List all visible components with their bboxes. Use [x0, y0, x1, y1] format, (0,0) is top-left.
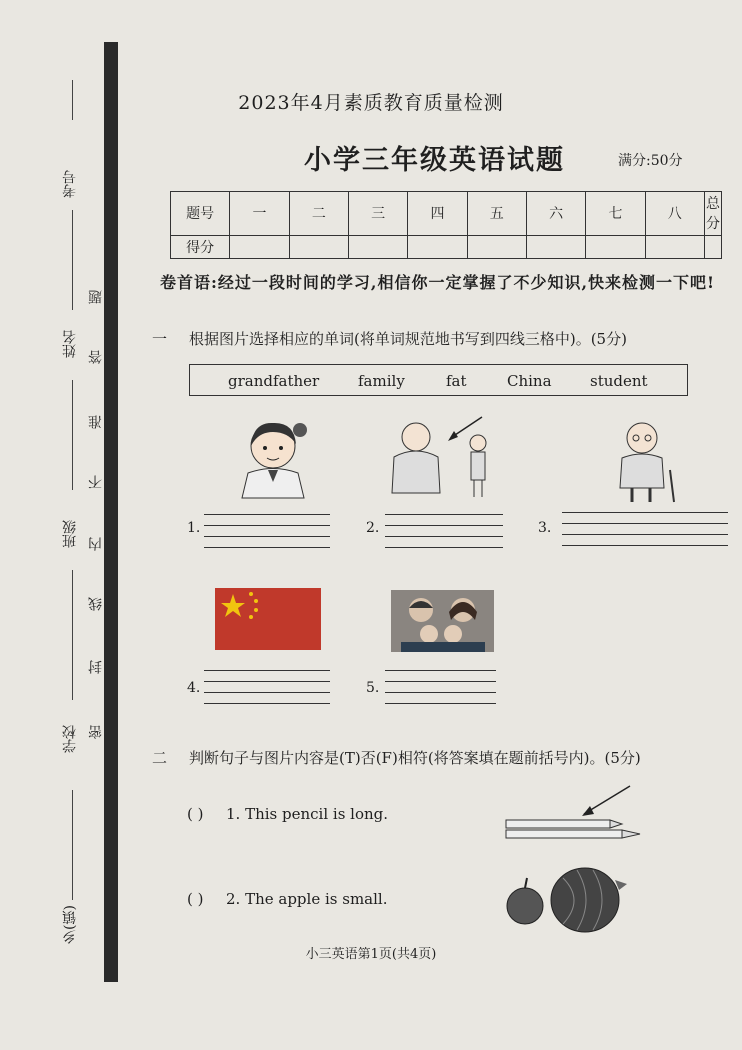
seal-char: 准	[88, 415, 104, 429]
table-cell: 三	[348, 192, 407, 236]
binding-line	[72, 790, 73, 900]
score-cell[interactable]	[645, 235, 704, 258]
binding-line	[72, 380, 73, 490]
score-cell[interactable]	[586, 235, 645, 258]
table-cell: 得分	[171, 235, 230, 258]
grandfather-image	[610, 418, 682, 504]
score-table	[170, 191, 722, 259]
page-footer: 小三英语第1页(共4页)	[305, 947, 437, 962]
label-school: 学校	[62, 725, 78, 753]
apple-and-watermelon-image	[503, 862, 633, 934]
table-row	[171, 235, 722, 258]
item-number: 2.	[366, 520, 380, 536]
score-cell[interactable]	[289, 235, 348, 258]
girl-student-image	[228, 418, 328, 502]
question-text: 2. The apple is small.	[226, 890, 388, 908]
four-line-grid[interactable]	[562, 512, 728, 556]
seal-char: 线	[88, 597, 104, 611]
word-bank-item: fat	[446, 372, 467, 390]
table-cell: 一	[230, 192, 289, 236]
score-cell[interactable]	[348, 235, 407, 258]
seal-char: 密	[88, 725, 104, 739]
word-bank-item: family	[358, 372, 405, 390]
exam-subtitle: 小学三年级英语试题	[304, 145, 565, 176]
four-line-grid[interactable]	[385, 514, 503, 558]
table-cell: 题号	[171, 192, 230, 236]
label-class: 班级	[62, 520, 78, 548]
pencils-image	[504, 784, 644, 844]
score-cell[interactable]	[230, 235, 289, 258]
binding-line	[72, 570, 73, 700]
seal-char: 题	[88, 290, 104, 304]
item-number: 4.	[187, 680, 201, 696]
item-number: 1.	[187, 520, 201, 536]
score-cell[interactable]	[704, 235, 721, 258]
four-line-grid[interactable]	[204, 670, 330, 714]
score-cell[interactable]	[408, 235, 467, 258]
section2-instruction: 判断句子与图片内容是(T)否(F)相符(将答案填在题前括号内)。(5分)	[189, 749, 641, 767]
section1-number: 一	[152, 330, 168, 348]
table-cell: 五	[467, 192, 526, 236]
item-number: 5.	[366, 680, 380, 696]
binding-line	[72, 210, 73, 310]
section2-number: 二	[152, 749, 168, 767]
table-row	[171, 192, 722, 236]
score-cell[interactable]	[467, 235, 526, 258]
four-line-grid[interactable]	[385, 670, 496, 714]
full-score: 满分:50分	[618, 153, 683, 169]
seal-char: 不	[88, 475, 104, 489]
table-cell: 八	[645, 192, 704, 236]
answer-bracket[interactable]: ( )	[187, 805, 204, 823]
label-exam-number: 考号	[62, 170, 78, 198]
section1-instruction: 根据图片选择相应的单词(将单词规范地书写到四线三格中)。(5分)	[189, 330, 627, 348]
table-cell: 七	[586, 192, 645, 236]
family-photo-image	[391, 590, 494, 652]
four-line-grid[interactable]	[204, 514, 330, 558]
word-bank	[189, 364, 688, 396]
table-cell: 二	[289, 192, 348, 236]
seal-char: 答	[88, 350, 104, 364]
table-cell: 总分	[704, 192, 721, 236]
table-cell: 四	[408, 192, 467, 236]
answer-bracket[interactable]: ( )	[187, 890, 204, 908]
binding-bar	[104, 42, 118, 982]
label-town: 乡(镇)	[62, 905, 78, 944]
word-bank-item: China	[507, 372, 552, 390]
label-name: 姓名	[62, 330, 78, 358]
china-flag-image	[215, 588, 321, 650]
question-text: 1. This pencil is long.	[226, 805, 389, 823]
seal-char: 封	[88, 660, 104, 674]
seal-char: 内	[88, 537, 104, 551]
table-cell: 六	[526, 192, 585, 236]
item-number: 3.	[538, 520, 552, 536]
word-bank-item: student	[590, 372, 648, 390]
fat-and-thin-men-image	[386, 415, 498, 500]
score-cell[interactable]	[526, 235, 585, 258]
preface-text: 卷首语:经过一段时间的学习,相信你一定掌握了不少知识,快来检测一下吧!	[160, 273, 716, 292]
exam-title: 2023年4月素质教育质量检测	[238, 92, 504, 114]
word-bank-item: grandfather	[228, 372, 320, 390]
